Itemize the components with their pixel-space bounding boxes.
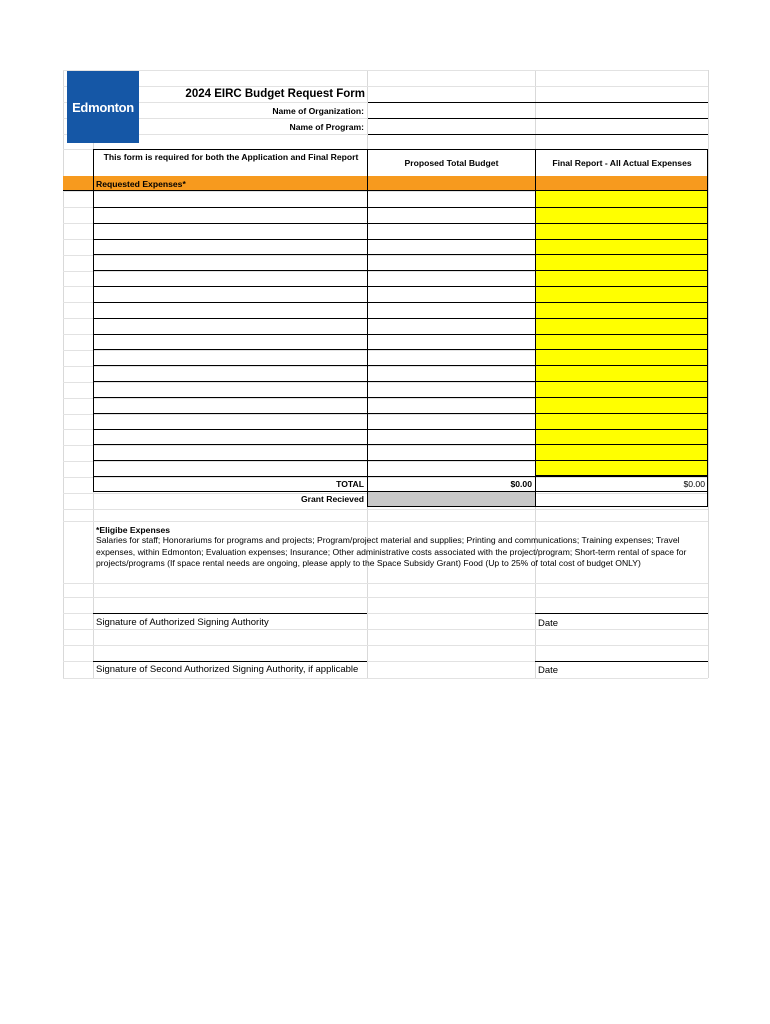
table-divider-2 bbox=[535, 149, 536, 491]
grid-row-line bbox=[63, 509, 708, 510]
expense-proposed-cell[interactable] bbox=[368, 224, 535, 239]
grid-column-line bbox=[63, 70, 64, 678]
expense-description-cell[interactable] bbox=[94, 414, 367, 429]
expense-description-cell[interactable] bbox=[94, 287, 367, 302]
grant-received-label: Grant Recieved bbox=[300, 494, 364, 504]
expense-description-cell[interactable] bbox=[94, 445, 367, 460]
grid-column-line bbox=[708, 70, 709, 678]
expense-proposed-cell[interactable] bbox=[368, 319, 535, 334]
expense-proposed-cell[interactable] bbox=[368, 430, 535, 445]
expense-description-cell[interactable] bbox=[94, 303, 367, 318]
expense-description-cell[interactable] bbox=[94, 350, 367, 365]
expense-description-cell[interactable] bbox=[94, 255, 367, 270]
expense-proposed-cell[interactable] bbox=[368, 192, 535, 207]
first-date-label: Date bbox=[538, 618, 559, 629]
grid-row-line bbox=[63, 645, 708, 646]
program-label: Name of Program: bbox=[289, 122, 364, 132]
total-final-value: $0.00 bbox=[683, 479, 705, 489]
requested-expenses-label: Requested Expenses* bbox=[96, 179, 186, 189]
table-top-border bbox=[94, 149, 708, 150]
eligible-expenses-heading: *Eligibe Expenses bbox=[96, 525, 171, 535]
logo-text: Edmonton bbox=[72, 99, 134, 115]
expense-description-cell[interactable] bbox=[94, 366, 367, 381]
expense-description-cell[interactable] bbox=[94, 319, 367, 334]
organization-field[interactable] bbox=[368, 102, 708, 118]
program-field-underline bbox=[368, 134, 708, 135]
eligible-expenses-text: Salaries for staff; Honorariums for programs and projects; Program/project material and supplies; Printing and communications; Training expenses; Travel expenses, within Edmonton; Evaluation expenses; Insurance; Other administrative costs associated with the project/program; Short-term rental of space for projects/programs (If space rental needs are ongoing, please apply to the Space Subsidy Grant) Food (Up to 25% of total cost of budget ONLY) bbox=[96, 535, 687, 569]
second-signature-label: Signature of Second Authorized Signing Authority, if applicable bbox=[96, 664, 359, 675]
proposed-budget-header: Proposed Total Budget bbox=[404, 158, 499, 168]
first-signature-label: Signature of Authorized Signing Authority bbox=[96, 617, 269, 628]
expense-proposed-cell[interactable] bbox=[368, 382, 535, 397]
expense-proposed-cell[interactable] bbox=[368, 287, 535, 302]
expense-proposed-cell[interactable] bbox=[368, 398, 535, 413]
edmonton-logo bbox=[67, 71, 139, 143]
grant-row-bottom bbox=[535, 506, 708, 507]
expense-description-cell[interactable] bbox=[94, 430, 367, 445]
form-requirement-note: This form is required for both the Application and Final Report bbox=[103, 152, 359, 162]
first-signature-line[interactable] bbox=[93, 613, 367, 614]
grid-row-line bbox=[63, 521, 708, 522]
expense-description-cell[interactable] bbox=[94, 335, 367, 350]
program-field[interactable] bbox=[368, 118, 708, 134]
expense-description-cell[interactable] bbox=[94, 382, 367, 397]
total-proposed-value: $0.00 bbox=[510, 479, 532, 489]
table-divider-1 bbox=[367, 149, 368, 491]
grid-row-line bbox=[63, 678, 708, 679]
expense-proposed-cell[interactable] bbox=[368, 366, 535, 381]
grid-row-line bbox=[63, 70, 708, 71]
expense-description-cell[interactable] bbox=[94, 398, 367, 413]
table-right-border bbox=[707, 149, 708, 507]
expense-description-cell[interactable] bbox=[94, 271, 367, 286]
organization-label: Name of Organization: bbox=[272, 106, 364, 116]
expense-proposed-cell[interactable] bbox=[368, 240, 535, 255]
first-date-line[interactable] bbox=[535, 613, 708, 614]
expense-proposed-cell[interactable] bbox=[368, 271, 535, 286]
table-left-border bbox=[93, 149, 94, 491]
grid-row-line bbox=[63, 583, 708, 584]
expense-description-cell[interactable] bbox=[94, 192, 367, 207]
expense-proposed-cell[interactable] bbox=[368, 303, 535, 318]
form-title: 2024 EIRC Budget Request Form bbox=[185, 88, 365, 100]
grid-row-line bbox=[63, 597, 708, 598]
second-date-label: Date bbox=[538, 665, 559, 676]
expense-proposed-cell[interactable] bbox=[368, 350, 535, 365]
expense-description-cell[interactable] bbox=[94, 240, 367, 255]
second-signature-line[interactable] bbox=[93, 661, 367, 662]
expense-proposed-cell[interactable] bbox=[368, 255, 535, 270]
expense-description-cell[interactable] bbox=[94, 461, 367, 476]
expense-proposed-cell[interactable] bbox=[368, 335, 535, 350]
expense-description-cell[interactable] bbox=[94, 224, 367, 239]
expense-proposed-cell[interactable] bbox=[368, 445, 535, 460]
final-report-header: Final Report - All Actual Expenses bbox=[552, 158, 692, 168]
grant-received-field[interactable] bbox=[367, 491, 536, 507]
second-date-line[interactable] bbox=[535, 661, 708, 662]
expense-proposed-cell[interactable] bbox=[368, 461, 535, 476]
expense-description-cell[interactable] bbox=[94, 208, 367, 223]
expense-proposed-cell[interactable] bbox=[368, 414, 535, 429]
expense-proposed-cell[interactable] bbox=[368, 208, 535, 223]
total-label: TOTAL bbox=[336, 479, 364, 489]
